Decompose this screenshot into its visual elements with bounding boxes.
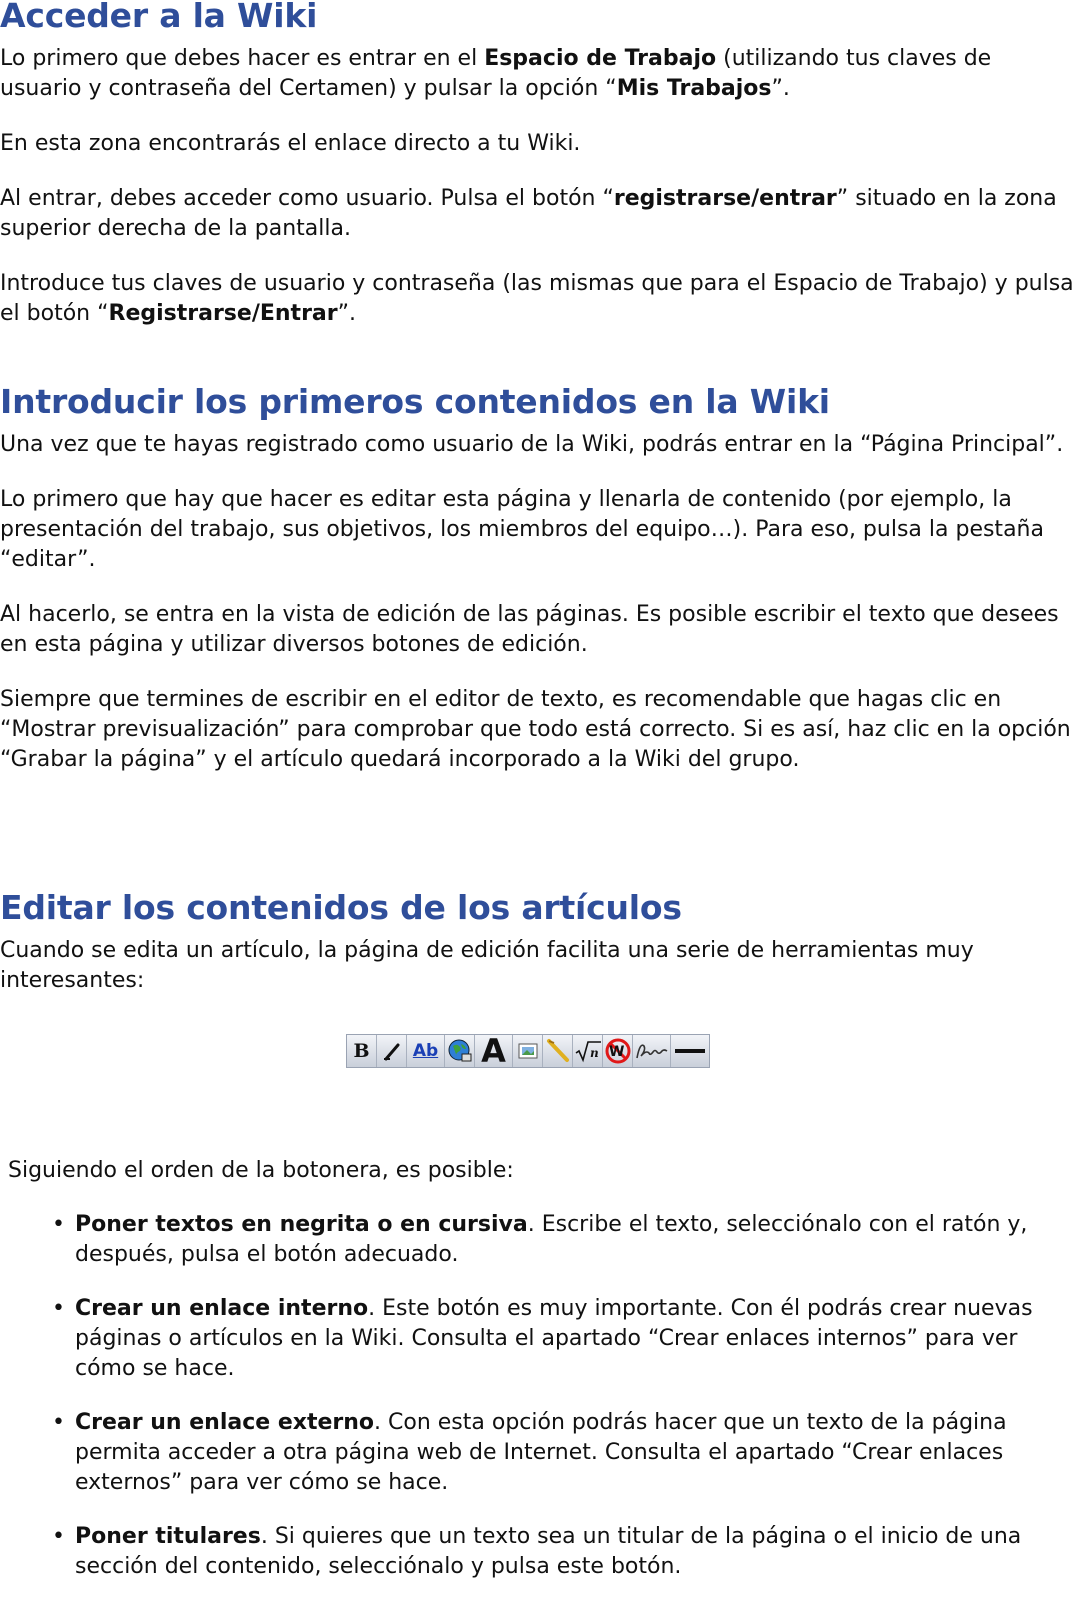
- svg-text:W: W: [608, 1044, 624, 1060]
- paragraph: Al hacerlo, se entra en la vista de edición de las páginas. Es posible escribir el texto que desees en esta página y utilizar diversos botones de edición.: [0, 602, 1059, 657]
- external-link-icon: [445, 1035, 475, 1067]
- paragraph: Introduce tus claves de usuario y contraseña (las mismas que para el Espacio de Trabajo) y pulsa el botón “Registrarse/Entrar”.: [0, 271, 1074, 326]
- paragraph: Una vez que te hayas registrado como usuario de la Wiki, podrás entrar en la “Página Principal”.: [0, 432, 1064, 457]
- section-access-wiki: [0, 44, 1079, 354]
- feature-list: [52, 1210, 1072, 1606]
- heading-access-wiki: Acceder a la Wiki: [0, 0, 318, 35]
- no-wiki-icon: [603, 1035, 633, 1067]
- svg-text:n: n: [589, 1046, 599, 1060]
- list-item: • Poner textos en negrita o en cursiva. Escribe el texto, selecciónalo con el ratón y, después, pulsa el botón adecuado.: [52, 1212, 1028, 1267]
- paragraph: Lo primero que debes hacer es entrar en el Espacio de Trabajo (utilizando tus claves de usuario y contraseña del Certamen) y pulsar la opción “Mis Trabajos”.: [0, 46, 992, 101]
- bullet-point: •: [52, 1212, 65, 1237]
- italic-icon: [377, 1035, 407, 1067]
- section-edit-articles: [0, 936, 1079, 1021]
- heading-edit-articles: Editar los contenidos de los artículos: [0, 888, 682, 927]
- editor-toolbar: [346, 1034, 710, 1068]
- paragraph: Lo primero que hay que hacer es editar esta página y llenarla de contenido (por ejemplo, la presentación del trabajo, sus objetivos, los miembros del equipo…). Para eso, pulsa la pestaña “editar”.: [0, 487, 1044, 572]
- paragraph: Al entrar, debes acceder como usuario. Pulsa el botón “registrarse/entrar” situado en la zona superior derecha de la pantalla.: [0, 186, 1057, 241]
- bullet-point: •: [52, 1410, 65, 1435]
- bullet-point: •: [52, 1296, 65, 1321]
- bullet-point: •: [52, 1524, 65, 1549]
- image-icon: [513, 1035, 543, 1067]
- math-formula-icon: [573, 1035, 603, 1067]
- heading-first-contents: Introducir los primeros contenidos en la Wiki: [0, 382, 830, 421]
- internal-link-icon: Ab: [407, 1035, 445, 1067]
- paragraph: Siempre que termines de escribir en el editor de texto, es recomendable que hagas clic en “Mostrar previsualización” para comprobar que todo está correcto. Si es así, haz clic en la opción “Grabar la página” y el artículo quedará incorporado a la Wiki del grupo.: [0, 687, 1071, 772]
- horizontal-line-icon: [671, 1035, 709, 1067]
- bold-icon: B: [347, 1035, 377, 1067]
- list-item: • Poner titulares. Si quieres que un texto sea un titular de la página o el inicio de una sección del contenido, selecciónalo y pulsa este botón.: [52, 1524, 1022, 1579]
- headline-icon: A: [475, 1035, 513, 1067]
- paragraph: Cuando se edita un artículo, la página de edición facilita una serie de herramientas muy interesantes:: [0, 938, 974, 993]
- toolbar-intro: Siguiendo el orden de la botonera, es posible:: [8, 1158, 514, 1183]
- section-first-contents: [0, 430, 1079, 800]
- media-icon: [543, 1035, 573, 1067]
- paragraph: En esta zona encontrarás el enlace directo a tu Wiki.: [0, 131, 581, 156]
- list-item: • Crear un enlace interno. Este botón es muy importante. Con él podrás crear nuevas páginas o artículos en la Wiki. Consulta el apartado “Crear enlaces internos” para ver cómo se hace.: [52, 1296, 1033, 1381]
- list-item: • Crear un enlace externo. Con esta opción podrás hacer que un texto de la página permita acceder a otra página web de Internet. Consulta el apartado “Crear enlaces externos” para ver cómo se hace.: [52, 1410, 1007, 1495]
- signature-icon: [633, 1035, 671, 1067]
